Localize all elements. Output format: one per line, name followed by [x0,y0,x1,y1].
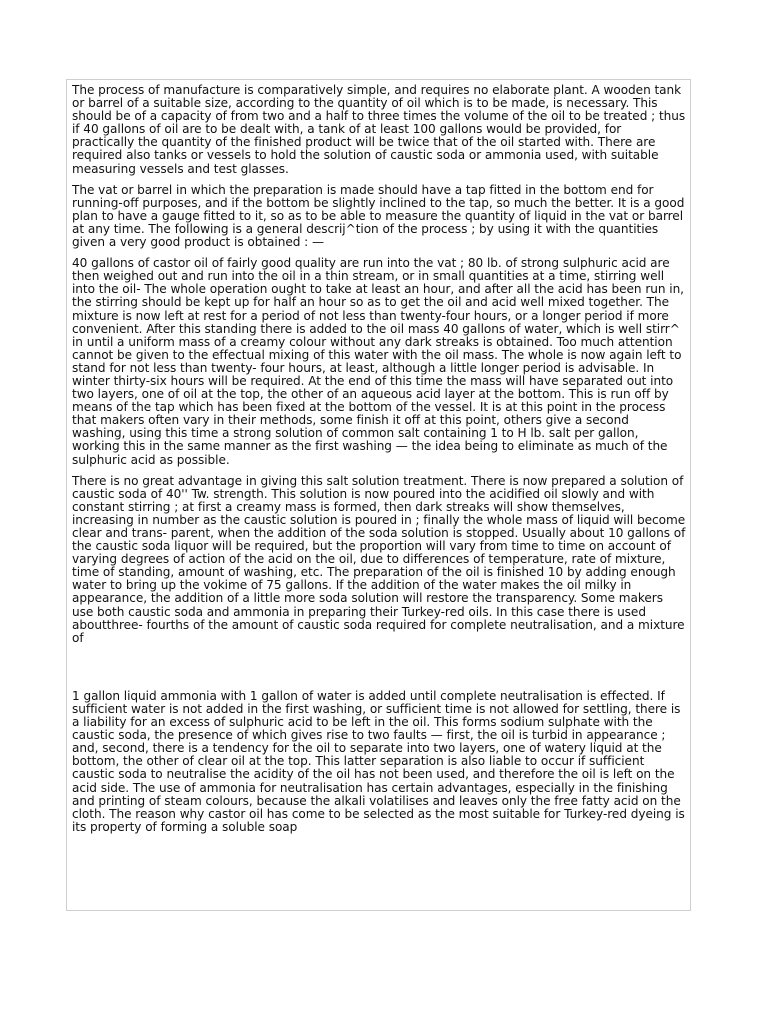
paragraph-4: There is no great advantage in giving this salt solution treatment. There is now prepared a solution of caustic soda of 40'' Tw. strength. This solution is now poured into the acidified oil slowly and with constant stirring ; at first a creamy mass is formed, then dark streaks will show themselves, increasing in number as the caustic solution is poured in ; finally the whole mass of liquid will become clear and trans- parent, when the addition of the soda solution is stopped. Usually about 10 gallons of the caustic soda liquor will be required, but the proportion will vary from time to time on account of varying degrees of action of the acid on the oil, due to differences of temperature, rate of mixture, time of standing, amount of washing, etc. The preparation of the oil is finished 10 by adding enough water to bring up the vokime of 75 gallons. If the addition of the water makes the oil milky in appearance, the addition of a little more soda solution will restore the transparency. Some makers use both caustic soda and ammonia in preparing their Turkey-red oils. In this case there is used aboutthree- fourths of the amount of caustic soda required for complete neutralisation, and a mixture of [72,473,686,645]
paragraph-5: 1 gallon liquid ammonia with 1 gallon of water is added until complete neutralisation is effected. If sufficient water is not added in the first washing, or sufficient time is not allowed for settling, there is a liability for an excess of sulphuric acid to be left in the oil. This forms sodium sulphate with the caustic soda, the presence of which gives rise to two faults — first, the oil is turbid in appearance ; and, second, there is a tendency for the oil to separate into two layers, one of watery liquid at the bottom, the other of clear oil at the top. This latter separation is also liable to occur if sufficient caustic soda to neutralise the acidity of the oil has not been used, and therefore the oil is left on the acid side. The use of ammonia for neutralisation has certain advantages, especially in the finishing and printing of steam colours, because the alkali volatilises and leaves only the free fatty acid on the cloth. The reason why castor oil has come to be selected as the most suitable for Turkey-red dyeing is its property of forming a soluble soap [72,688,685,834]
paragraph-2: The vat or barrel in which the preparation is made should have a tap fitted in the bottom end for running-off purposes, and if the bottom be slightly inclined to the tap, so much the better. It is a good plan to have a gauge fitted to it, so as to be able to measure the quantity of liquid in the vat or barrel at any time. The following is a general descrij^tion of the process ; by using it with the quantities given a very good product is obtained : — [72,182,685,250]
paragraph-3: 40 gallons of castor oil of fairly good quality are run into the vat ; 80 lb. of strong sulphuric acid are then weighed out and run into the oil in a thin stream, or in small quantities at a time, stirring well into the oil- The whole operation ought to take at least an hour, and after all the acid has been run in, the stirring should be kept up for half an hour so as to get the oil and acid well mixed together. The mixture is now left at rest for a period of not less than twenty-four hours, or a longer period if more convenient. After this standing there is added to the oil mass 40 gallons of water, which is well stirr^ in until a uniform mass of a creamy colour without any dark streaks is obtained. Too much attention cannot be given to the effectual mixing of this water with the oil mass. The whole is now again left to stand for not less than twenty- four hours, at least, although a little longer period is advisable. In winter thirty-six hours will be required. At the end of this time the mass will have separated out into two layers, one of oil at the top, the other of an aqueous acid layer at the bottom. This is run off by means of the tap which has been fixed at the bottom of the vessel. It is at this point in the process that makers often vary in their methods, some finish it off at this point, others give a second washing, using this time a strong solution of common salt containing 1 to H lb. salt per gallon, working this in the same manner as the first washing — the idea being to eliminate as much of the sulphuric acid as possible. [72,256,684,467]
page-break-gap [72,645,686,690]
document-body [72,84,686,842]
document-page [66,79,691,911]
paragraph-1: The process of manufacture is comparatively simple, and requires no elaborate plant. A wooden tank or barrel of a suitable size, according to the quantity of oil which is to be made, is necessary. This should be of a capacity of from two and a half to three times the volume of the oil to be treated ; thus if 40 gallons of oil are to be dealt with, a tank of at least 100 gallons would be provided, for practically the quantity of the finished product will be twice that of the oil started with. There are required also tanks or vessels to hold the solution of caustic soda or ammonia used, with suitable measuring vessels and test glasses. [72,83,686,176]
